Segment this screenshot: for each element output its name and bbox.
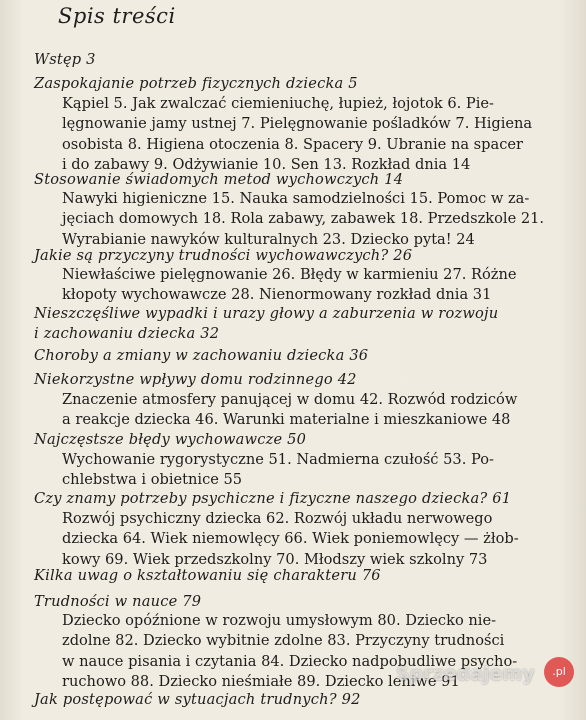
toc-heading: Jak postępować w sytuacjach trudnych? 92: [34, 691, 361, 708]
toc-heading: Choroby a zmiany w zachowaniu dziecka 36: [34, 347, 369, 364]
toc-heading: Najczęstsze błędy wychowawcze 50: [34, 431, 307, 448]
toc-heading: Kilka uwag o kształtowaniu się charakteru 76: [34, 567, 381, 584]
toc-heading: Zaspokajanie potrzeb fizycznych dziecka 5: [34, 75, 358, 92]
toc-heading: Wstęp 3: [34, 51, 96, 68]
watermark-text: Sprzedajemy: [396, 663, 535, 685]
page-title: Spis treści: [58, 4, 176, 28]
toc-subentries: Znaczenie atmosfery panującej w domu 42. Rozwód rodziców a reakcje dziecka 46. Warunki materialne i mieszkaniowe 48: [62, 391, 518, 429]
toc-heading: Nieszczęśliwe wypadki i urazy głowy a zaburzenia w rozwoju i zachowaniu dziecka 32: [34, 305, 499, 342]
toc-subentries: Kąpiel 5. Jak zwalczać ciemieniuchę, łupież, łojotok 6. Pie- lęgnowanie jamy ustnej 7. Pielęgnowanie pośladków 7. Higiena osobista 8. Higiena otoczenia 8. Spacery 9. Ubranie na spacer i do zabawy 9. Odżywianie 10. Sen 13. Rozkład dnia 14: [62, 95, 533, 174]
toc-subentries: Nawyki higieniczne 15. Nauka samodzielności 15. Pomoc w za- jęciach domowych 18. Rola zabawy, zabawek 18. Przedszkole 21. Wyrabianie nawyków kulturalnych 23. Dziecko pyta! 24: [62, 190, 545, 248]
toc-heading: Trudności w nauce 79: [34, 593, 202, 610]
toc-subentries: Wychowanie rygorystyczne 51. Nadmierna czułość 53. Po- chlebstwa i obietnice 55: [62, 451, 494, 489]
toc-heading: Niekorzystne wpływy domu rodzinnego 42: [34, 371, 357, 388]
toc-subentries: Niewłaściwe pielęgnowanie 26. Błędy w karmieniu 27. Różne kłopoty wychowawcze 28. Nienormowany rozkład dnia 31: [62, 266, 517, 304]
toc-subentries: Dziecko opóźnione w rozwoju umysłowym 80. Dziecko nie- zdolne 82. Dziecko wybitnie zdolne 83. Przyczyny trudności w nauce pisania i czytania 84. Dziecko nadpobudliwe psycho- ruchowo 88. Dziecko nieśmiałe 89. Dziecko leniwe 91: [62, 612, 518, 691]
toc-subentries: Rozwój psychiczny dziecka 62. Rozwój układu nerwowego dziecka 64. Wiek niemowlęcy 66. Wiek poniemowlęcy — żłob- kowy 69. Wiek przedszkolny 70. Młodszy wiek szkolny 73: [62, 510, 519, 568]
toc-heading: Jakie są przyczyny trudności wychowawczych? 26: [34, 247, 413, 264]
watermark-badge: .pl: [544, 657, 574, 687]
toc-heading: Stosowanie świadomych metod wychowczych 14: [34, 171, 404, 188]
toc-heading: Czy znamy potrzeby psychiczne i fizyczne naszego dziecka? 61: [34, 490, 512, 507]
sprzedajemy-watermark: [396, 655, 576, 705]
